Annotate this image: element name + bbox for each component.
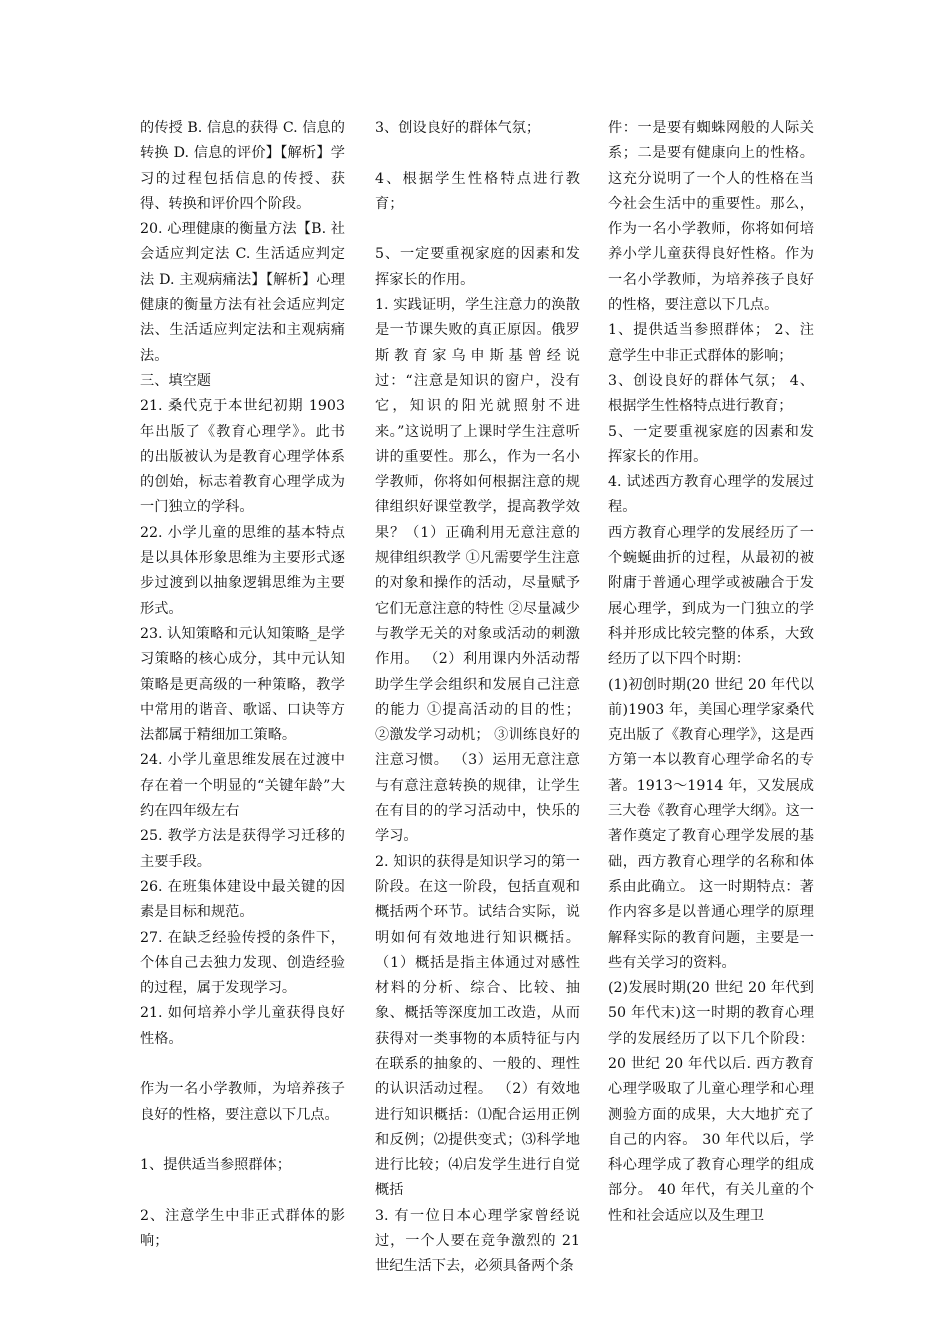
paragraph: 26. 在班集体建设中最关键的因素是目标和规范。: [140, 878, 345, 921]
paragraph: 27. 在缺乏经验传授的条件下，个体自己去独力发现、创造经验的过程，属于发现学习。: [140, 929, 345, 997]
paragraph: 24. 小学儿童思维发展在过渡中存在着一个明显的“关键年龄”大约在四年级左右: [140, 752, 345, 820]
question-heading: 4. 试述西方教育心理学的发展过程。: [608, 474, 814, 516]
list-item: 2、注意学生中非正式群体的影响；: [140, 1207, 345, 1250]
list-item: 3、创设良好的群体气氛；: [375, 120, 541, 136]
paragraph: 1. 实践证明，学生注意力的涣散是一节课失败的真正原因。俄罗斯教育家乌申斯基曾经说过：“注意是知识的窗户，没有它，知识的阳光就照射不进来。”这说明了上课时学生注意听讲的重要性。那么，作为一名小学教师，你将如何根据注意的规律组织好课堂教学，提高教学效果？（1）正确利用无意注意的规律组织教学 ①凡需要学生注意的对象和操作的活动，尽量赋予它们无意注意的特性 ②尽量减少与教学无关的对象或活动的刺激作用。 （2）利用课内外活动帮助学生学会组织和发展自己注意的能力 ①提高活动的目的性； ②激发学习动机； ③训练良好的注意习惯。 （3）运用无意注意与有意注意转换的规律，让学生在有目的的学习活动中，快乐的学习。: [375, 297, 580, 845]
paragraph: (1)初创时期(20 世纪 20 年代以前)1903 年，美国心理学家桑代克出版了《教育心理学》，这是西方第一本以教育心理学命名的专著。1913～1914 年，又发展成三大卷《教育心理学大纲》。这一著作奠定了教育心理学发展的基础，西方教育心理学的名称和体系由此确立。 这一时期特点：著作内容多是以普通心理学的原理解释实际的教育问题，主要是一些有关学习的资料。: [608, 676, 814, 971]
column-left: [140, 116, 345, 1254]
section-heading: 三、填空题: [140, 372, 211, 389]
paragraph: 件：一是要有蜘蛛网般的人际关系；二是要有健康向上的性格。这充分说明了一个人的性格在当今社会生活中的重要性。那么，作为一名小学教师，你将如何培养小学儿童获得良好性格。作为一名小学教师，为培养孩子良好的性格，要注意以下几点。: [608, 120, 814, 314]
column-right: [608, 116, 814, 1229]
list-item: 4、根据学生性格特点进行教育；: [375, 170, 580, 212]
paragraph: 25. 教学方法是获得学习迁移的主要手段。: [140, 828, 345, 870]
paragraph: 2. 知识的获得是知识学习的第一阶段。在这一阶段，包括直观和概括两个环节。试结合实际，说明如何有效地进行知识概括。（1）概括是指主体通过对感性材料的分析、综合、比较、抽象、概括等深度加工改造，从而获得对一类事物的本质特征与内在联系的抽象的、一般的、理性的认识活动过程。 （2）有效地进行知识概括：⑴配合运用正例和反例；⑵提供变式；⑶科学地进行比较；⑷启发学生进行自觉概括: [375, 853, 580, 1199]
paragraph: 的传授 B. 信息的获得 C. 信息的转换 D. 信息的评价】【解析】学习的过程包括信息的传授、获得、转换和评价四个阶段。: [140, 120, 345, 212]
list-item: 3、创设良好的群体气氛； 4、根据学生性格特点进行教育；: [608, 372, 814, 415]
paragraph: 23. 认知策略和元认知策略_是学习策略的核心成分，其中元认知策略是更高级的一种策略，教学中常用的谐音、歌谣、口诀等方法都属于精细加工策略。: [140, 625, 345, 744]
paragraph: 22. 小学儿童的思维的基本特点是以具体形象思维为主要形式逐步过渡到以抽象逻辑思维为主要形式。: [140, 524, 345, 617]
list-item: 5、一定要重视家庭的因素和发挥家长的作用。: [608, 423, 814, 465]
paragraph: 西方教育心理学的发展经历了一个蜿蜒曲折的过程，从最初的被附庸于普通心理学或被融合于发展心理学，到成为一门独立的学科并形成比较完整的体系，大致经历了以下四个时期：: [608, 524, 814, 668]
paragraph: 20. 心理健康的衡量方法【B. 社会适应判定法 C. 生活适应判定法 D. 主观病痛法】【解析】心理健康的衡量方法有社会适应判定法、生活适应判定法和主观病痛法。: [140, 221, 345, 364]
paragraph: 21. 桑代克于本世纪初期 1903 年出版了《教育心理学》。此书的出版被认为是教育心理学体系的创始，标志着教育心理学成为一门独立的学科。: [140, 398, 345, 516]
question-heading: 21. 如何培养小学儿童获得良好性格。: [140, 1005, 345, 1047]
column-middle: [375, 116, 580, 1280]
list-item: 5、一定要重视家庭的因素和发挥家长的作用。: [375, 246, 580, 288]
paragraph: 3. 有一位日本心理学家曾经说过，一个人要在竞争激烈的 21 世纪生活下去，必须具备两个条: [375, 1207, 580, 1275]
list-item: 1、提供适当参照群体； 2、注意学生中非正式群体的影响；: [608, 322, 814, 364]
paragraph: (2)发展时期(20 世纪 20 年代到 50 年代末)这一时期的教育心理学的发展经历了以下几个阶段：20 世纪 20 年代以后. 西方教育心理学吸取了儿童心理学和心理测验方面的成果，大大地扩充了自己的内容。 30 年代以后，学科心理学成了教育心理学的组成部分。 40 年代，有关儿童的个性和社会适应以及生理卫: [608, 980, 814, 1224]
paragraph: 作为一名小学教师，为培养孩子良好的性格，要注意以下几点。: [140, 1081, 345, 1123]
list-item: 1、提供适当参照群体；: [140, 1157, 291, 1174]
